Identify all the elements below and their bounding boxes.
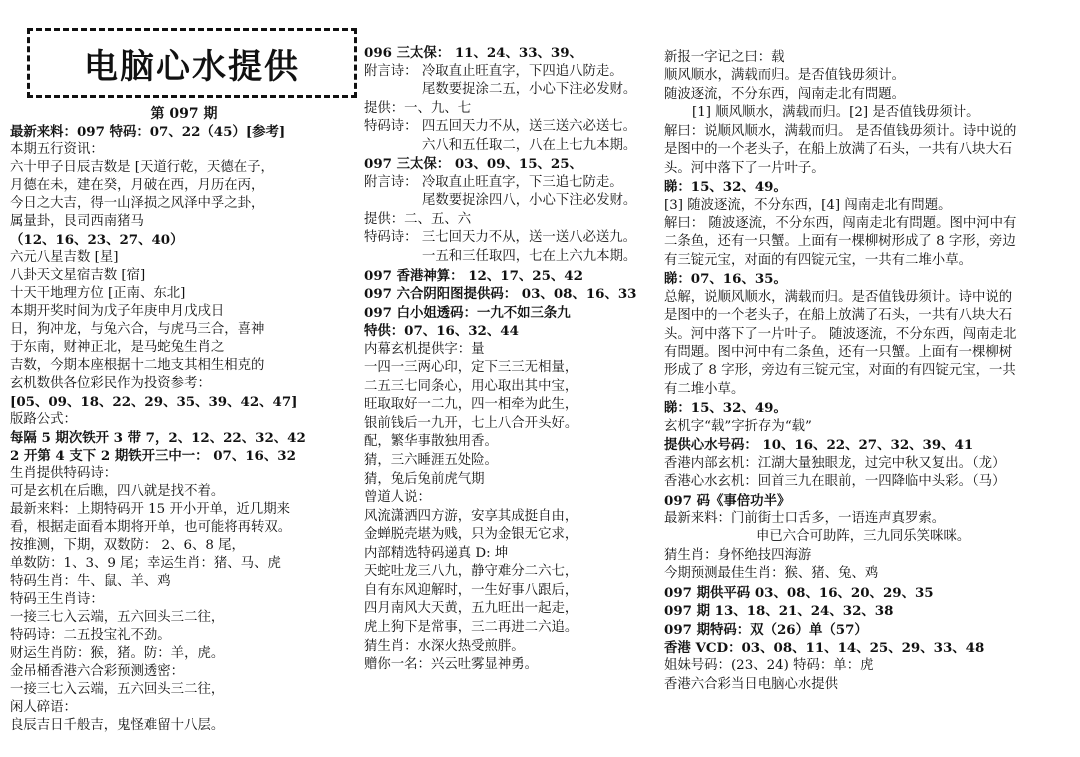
text-line: 097 期特码：双（26）单（57） xyxy=(664,621,868,638)
text-line: 天蛇吐龙三八九，静守难分二六七， xyxy=(364,564,579,580)
text-line: 097 白小姐透码：一九不如三条九 xyxy=(364,304,571,321)
text-line: 097 三太保： 03、09、15、25、 xyxy=(364,156,583,173)
text-line: 自有东风迎解时，一生好事八跟后， xyxy=(364,582,579,598)
text-line: 一接三七入云端，五六回头三二往， xyxy=(10,682,225,697)
text-line: 按推测，下期，双数防： 2、6、8 尾， xyxy=(10,538,245,553)
text-line: 解曰： 随波逐流，不分东西，闯南走北有問題。图中河中有 xyxy=(664,215,1017,231)
text-line: 睇：15、32、49。 xyxy=(664,179,787,196)
text-line: 097 期供平码 03、08、16、20、29、35 xyxy=(664,584,934,601)
text-line: 尾数要捉涂四八，小心下注必发财。 xyxy=(422,193,637,209)
page-title-box xyxy=(27,28,357,98)
text-line: 最新来料：上期特码开 15 开小开单，近几期来 xyxy=(10,502,290,517)
text-line: 风流潇洒四方游，安享其成挺自由， xyxy=(364,508,579,524)
text-line: 猜，兔后兔前虎气期 xyxy=(364,471,485,487)
text-line: 今日之大吉，得一山泽损之风泽中孚之卦， xyxy=(10,196,265,211)
text-line: 看，根据走面看本期将开单，也可能将再转双。 xyxy=(10,520,292,535)
text-line: [1] 顺风顺水，满载而归。[2] 是否值钱毋须计。 xyxy=(692,105,980,121)
text-line: 猜生肖：水深火热受煎胖。 xyxy=(364,638,525,654)
text-line: 银前钱后一九开，七上八合开头好。 xyxy=(364,415,579,431)
text-line: 随波逐流，不分东西，闯南走北有問題。 xyxy=(664,86,906,102)
text-line: [05、09、18、22、29、35、39、42、47] xyxy=(10,394,298,410)
text-line: 有三锭元宝，对面的有四锭元宝，一共有二堆小草。 xyxy=(664,252,972,268)
text-line: 曾道人说： xyxy=(364,490,431,506)
text-line: 睇：15、32、49。 xyxy=(664,400,787,417)
text-line: 版路公式： xyxy=(10,412,77,427)
text-line: 097 期 13、18、21、24、32、38 xyxy=(664,603,894,620)
text-line: 2 开第 4 支下 2 期铁开三中一： 07、16、32 xyxy=(10,448,296,464)
text-line: 提供心水号码： 10、16、22、27、32、39、41 xyxy=(664,437,974,454)
page-title: 电脑心水提供 xyxy=(84,46,300,87)
text-line: 097 香港神算： 12、17、25、42 xyxy=(364,267,583,284)
text-line: 八卦天文星宿吉数 [宿] xyxy=(10,268,146,283)
text-line: 猜生肖：身怀绝技四海游 xyxy=(664,547,812,563)
text-line: 特码生肖：牛、鼠、羊、鸡 xyxy=(10,574,171,589)
text-line: 香港 VCD：03、08、11、14、25、29、33、48 xyxy=(664,640,985,656)
text-line: 097 码《事倍功半》 xyxy=(664,492,791,509)
text-line: 单数防：1、3、9 尾；幸运生肖：猪、马、虎 xyxy=(10,556,281,571)
text-line: 香港心水玄机：回首三九在眼前，一四降临中头彩。（马） xyxy=(664,474,1006,490)
text-line: 特码诗： 三七回天力不从，送一送八必送九。 xyxy=(364,230,637,246)
text-line: 姐妹号码：(23、24) 特码：单：虎 xyxy=(664,658,874,674)
text-line: 六元八星吉数 [星] xyxy=(10,250,119,265)
text-line: 尾数要捉涂二五，小心下注必发财。 xyxy=(422,82,637,98)
text-line: 新报一字记之曰：载 xyxy=(664,50,785,65)
text-line: 二五三七同条心，用心取出其中宝， xyxy=(364,378,579,394)
text-line: 特码王生肖诗： xyxy=(10,592,104,607)
text-line: 附言诗： 冷取直止旺直字，下三追七防走。 xyxy=(364,174,623,190)
text-line: 特供：07、16、32、44 xyxy=(364,323,519,340)
right-column-lines xyxy=(664,49,1016,694)
text-line: 每隔 5 期次铁开 3 带 7，2、12、22、32、42 xyxy=(10,430,306,446)
text-line: 096 三太保： 11、24、33、39、 xyxy=(364,45,583,61)
text-line: 六十甲子日辰吉数是 [天道行乾，天德在子， xyxy=(10,160,274,175)
text-line: 本期开奖时间为戊子年庚申月戊戌日 xyxy=(10,304,225,319)
text-line: 配，繁华事散独用香。 xyxy=(364,434,498,450)
text-line: 香港六合彩当日电脑心水提供 xyxy=(664,676,839,692)
text-line: 提供：一、九、七 xyxy=(364,100,472,116)
text-line: 特码诗：二五投宝礼不劲。 xyxy=(10,628,171,643)
text-line: 赠你一名：兴云吐雾显神勇。 xyxy=(364,657,539,673)
text-line: 本期五行资讯： xyxy=(10,142,104,157)
text-line: 申已六合可助阵，三九同乐笑咪咪。 xyxy=(756,529,971,545)
text-line: 最新来料：门前街士口舌多，一语连声真罗索。 xyxy=(664,510,946,526)
text-line: 二条鱼，还有一只蟹。上面有一棵柳树形成了 8 字形，旁边 xyxy=(664,234,1016,250)
text-line: 于东南，财神正北，是马蛇兔生肖之 xyxy=(10,340,225,355)
text-line: 内部精选特码递真 D: 坤 xyxy=(364,545,509,561)
text-line: 顺风顺水，满载而归。是否值钱毋须计。 xyxy=(664,68,906,84)
text-line: 最新来料：097 特码：07、22（45）[参考] xyxy=(10,124,286,140)
text-line: 总解，说顺风顺水，满载而归。是否值钱毋须计。诗中说的 xyxy=(664,289,1013,305)
text-line: 是图中的一个老头子，在船上放满了石头，一共有八块大石 xyxy=(664,142,1013,158)
text-line: 财运生肖防：猴，猪。防：羊，虎。 xyxy=(10,646,225,661)
text-line: 解曰：说顺风顺水，满载而归。 是否值钱毋须计。诗中说的 xyxy=(664,123,1017,139)
left-column-lines xyxy=(10,123,306,735)
text-line: 闲人碎语： xyxy=(10,700,77,715)
text-line: 玄机字“载”字折存为“载” xyxy=(664,418,812,434)
text-line: 猜，三六睡涯五处险。 xyxy=(364,453,498,469)
text-line: 金吊桶香港六合彩预测透密： xyxy=(10,664,185,679)
text-line: 是图中的一个老头子，在船上放满了石头，一共有八块大石 xyxy=(664,308,1013,324)
text-line: 玄机数供各位彩民作为投资参考： xyxy=(10,376,211,391)
text-line: 一五和三任取四，七在上六九本期。 xyxy=(422,249,637,265)
text-line: 头。河中落下了一片叶子。 随波逐流，不分东西，闯南走北 xyxy=(664,326,1017,342)
text-line: 睇：07、16、35。 xyxy=(664,271,787,288)
text-line: 有問題。图中河中有二条鱼，还有一只蟹。上面有一棵柳树 xyxy=(664,345,1013,360)
issue-number: 第 097 期 xyxy=(150,106,218,122)
middle-column-lines xyxy=(364,44,637,675)
text-line: 生肖提供特码诗： xyxy=(10,466,118,481)
text-line: 今期预测最佳生肖：猴、猪、兔、鸡 xyxy=(664,566,879,582)
text-line: 附言诗： 冷取直止旺直字，下四追八防走。 xyxy=(364,63,623,79)
text-line: 六八和五任取二，八在上七九本期。 xyxy=(422,137,637,153)
text-line: 吉数，今期本座根据十二地支其相生相克的 xyxy=(10,358,265,373)
text-line: 097 六合阴阳图提供码： 03、08、16、33 xyxy=(364,286,637,303)
text-line: 四月南风大天黄，五九旺出一起走， xyxy=(364,601,579,617)
text-line: [3] 随波逐流，不分东西，[4] 闯南走北有問題。 xyxy=(664,197,952,213)
text-line: 特码诗： 四五回天力不从，送三送六必送七。 xyxy=(364,119,637,135)
text-line: 内幕玄机提供字：量 xyxy=(364,341,485,357)
text-line: 金蝉脱壳堪为贱，只为金银无它求， xyxy=(364,527,579,543)
text-line: 月德在未，建在癸，月破在西，月历在丙， xyxy=(10,178,265,193)
text-line: 良辰吉日千般吉，鬼怪难留十八层。 xyxy=(10,718,225,733)
text-line: 头。河中落下了一片叶子。 xyxy=(664,160,825,176)
text-line: 一四一三两心印，定下三三无相量， xyxy=(364,360,579,376)
text-line: 可是玄机在后瞧，四八就是找不着。 xyxy=(10,484,225,499)
text-line: 虎上狗下是常事，三二再进二六追。 xyxy=(364,619,579,635)
text-line: 有二堆小草。 xyxy=(664,381,745,397)
text-line: （12、16、23、27、40） xyxy=(10,232,184,248)
text-line: 旺取取好一二九，四一相牵为此生， xyxy=(364,397,579,413)
text-line: 十天干地理方位 [正南、东北] xyxy=(10,286,186,301)
text-line: 属量卦，艮司西南猪马 xyxy=(10,214,144,229)
text-line: 日，狗冲龙，与兔六合，与虎马三合，喜神 xyxy=(10,322,265,337)
text-line: 提供：二、五、六 xyxy=(364,211,472,227)
text-line: 形成了 8 字形，旁边有三锭元宝，对面的有四锭元宝，一共 xyxy=(664,363,1016,379)
text-line: 香港内部玄机：江湖大量独眼龙，过完中秋又复出。（龙） xyxy=(664,455,1006,471)
text-line: 一接三七入云端，五六回头三二往， xyxy=(10,610,225,625)
